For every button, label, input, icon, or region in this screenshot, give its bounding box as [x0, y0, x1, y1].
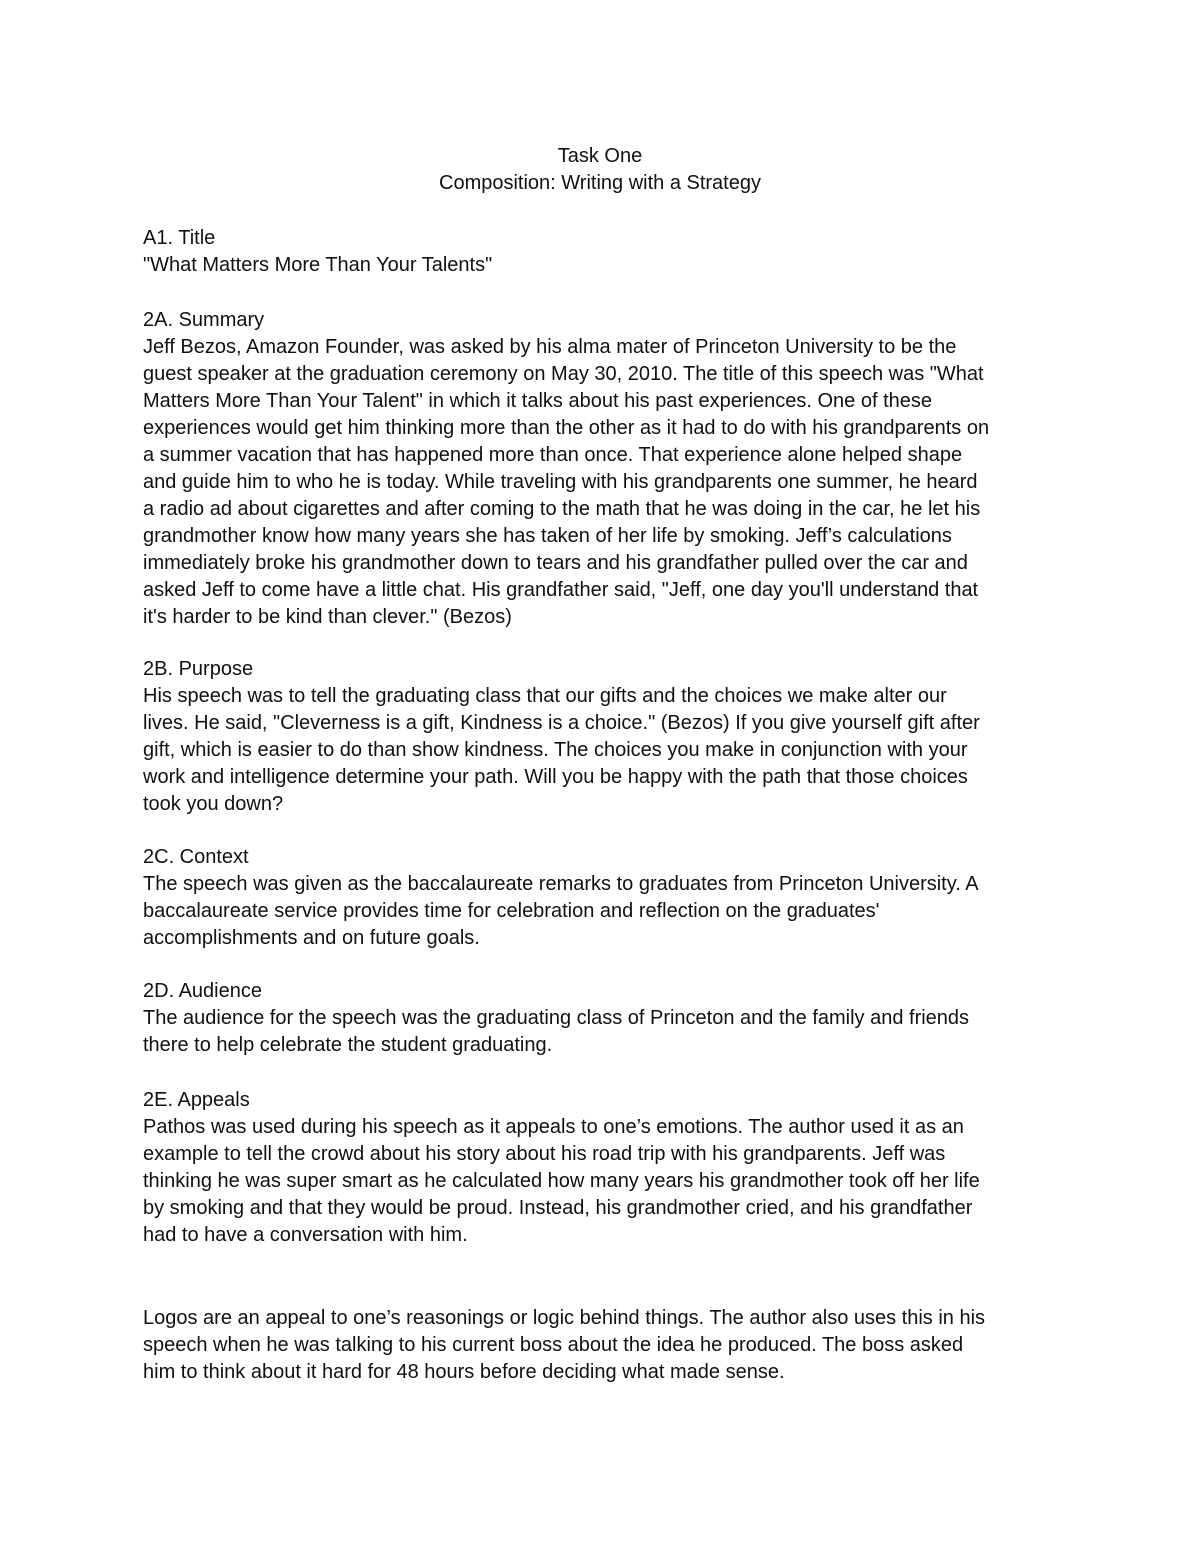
document-subtitle: Composition: Writing with a Strategy — [439, 172, 761, 194]
paragraph-line: experiences would get him thinking more than the other as it had to do with his grandparents on — [143, 417, 990, 439]
paragraph-line: him to think about it hard for 48 hours before deciding what made sense. — [143, 1361, 785, 1383]
paragraph-line: by smoking and that they would be proud. Instead, his grandmother cried, and his grandfather — [143, 1197, 973, 1219]
paragraph-line: work and intelligence determine your path. Will you be happy with the path that those choices — [143, 766, 968, 788]
paragraph-line: guest speaker at the graduation ceremony on May 30, 2010. The title of this speech was "What — [143, 363, 984, 385]
section-context — [143, 844, 1063, 952]
paragraph-line: Matters More Than Your Talent" in which it talks about his past experiences. One of these — [143, 390, 933, 412]
paragraph-line: a summer vacation that has happened more than once. That experience alone helped shape — [143, 444, 963, 466]
paragraph-line: Pathos was used during his speech as it appeals to one’s emotions. The author used it as an — [143, 1116, 964, 1138]
paragraph-line: example to tell the crowd about his story about his road trip with his grandparents. Jeff was — [143, 1143, 946, 1165]
paragraph-line: grandmother know how many years she has taken of her life by smoking. Jeff’s calculations — [143, 525, 952, 547]
paragraph-line: immediately broke his grandmother down to tears and his grandfather pulled over the car and — [143, 552, 968, 574]
paragraph-line: it's harder to be kind than clever." (Bezos) — [143, 606, 512, 628]
section-heading: 2E. Appeals — [143, 1089, 250, 1111]
paragraph-line: Logos are an appeal to one’s reasonings or logic behind things. The author also uses this in his — [143, 1307, 986, 1329]
paragraph-line: had to have a conversation with him. — [143, 1224, 468, 1246]
paragraph-line: speech when he was talking to his current boss about the idea he produced. The boss asked — [143, 1334, 964, 1356]
paragraph-line: a radio ad about cigarettes and after coming to the math that he was doing in the car, he let his — [143, 498, 981, 520]
paragraph-line: baccalaureate service provides time for celebration and reflection on the graduates' — [143, 900, 880, 922]
section-heading: 2D. Audience — [143, 980, 262, 1002]
paragraph-line: His speech was to tell the graduating class that our gifts and the choices we make alter our — [143, 685, 947, 707]
section-heading: 2A. Summary — [143, 309, 265, 331]
paragraph-line: Jeff Bezos, Amazon Founder, was asked by his alma mater of Princeton University to be the — [143, 336, 957, 358]
paragraph-line: there to help celebrate the student graduating. — [143, 1034, 553, 1056]
paragraph-line: gift, which is easier to do than show kindness. The choices you make in conjunction with your — [143, 739, 968, 761]
paragraph-line: accomplishments and on future goals. — [143, 927, 480, 949]
document-title: Task One — [557, 145, 643, 167]
section-purpose — [143, 656, 1063, 818]
section-heading: 2C. Context — [143, 846, 249, 868]
paragraph-line: took you down? — [143, 793, 284, 815]
paragraph-line: The audience for the speech was the graduating class of Princeton and the family and friends — [143, 1007, 970, 1029]
section-heading: 2B. Purpose — [143, 658, 254, 680]
section-logos — [143, 1305, 1063, 1386]
paragraph-line: "What Matters More Than Your Talents" — [143, 254, 493, 276]
paragraph-line: lives. He said, "Cleverness is a gift, Kindness is a choice." (Bezos) If you give yourself gift after — [143, 712, 980, 734]
section-heading: A1. Title — [143, 227, 216, 249]
paragraph-line: and guide him to who he is today. While traveling with his grandparents one summer, he heard — [143, 471, 978, 493]
paragraph-line: thinking he was super smart as he calculated how many years his grandmother took off her life — [143, 1170, 980, 1192]
section-title — [143, 225, 1063, 279]
paragraph-line: The speech was given as the baccalaureate remarks to graduates from Princeton University. A — [143, 873, 979, 895]
section-summary — [143, 307, 1063, 631]
paragraph-line: asked Jeff to come have a little chat. His grandfather said, "Jeff, one day you'll understand that — [143, 579, 979, 601]
document-header — [0, 143, 1200, 197]
section-audience — [143, 978, 1063, 1059]
section-appeals — [143, 1087, 1063, 1249]
